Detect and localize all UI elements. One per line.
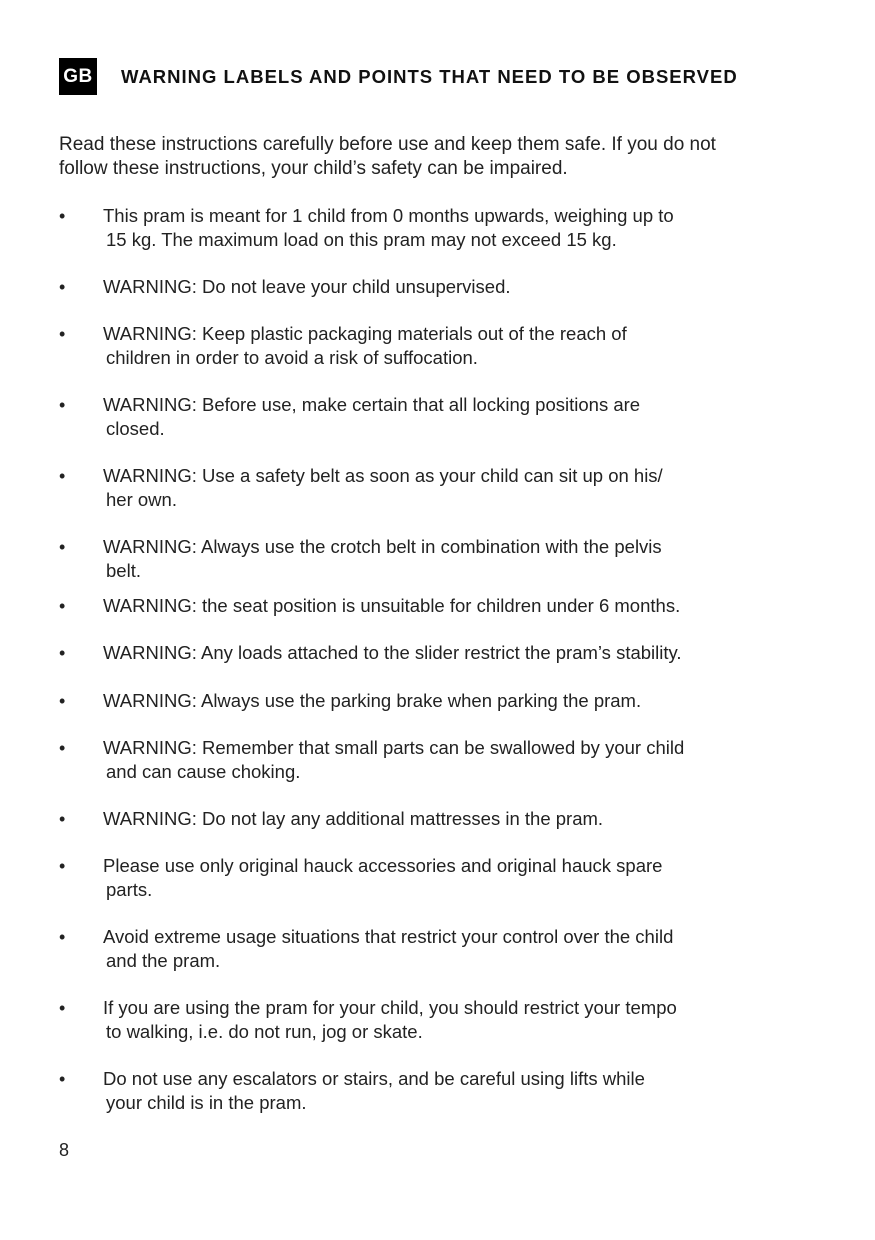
item-line-1: Do not use any escalators or stairs, and be careful using lifts while [103, 1068, 645, 1089]
bullet-icon: • [59, 856, 66, 876]
intro-paragraph [59, 133, 819, 181]
bullet-icon: • [59, 395, 66, 415]
item-line-1: WARNING: Remember that small parts can be swallowed by your child [103, 737, 685, 758]
intro-line-1: Read these instructions carefully before use and keep them safe. If you do not [59, 134, 716, 155]
item-line-2: her own. [106, 489, 177, 510]
item-line-1: WARNING: Use a safety belt as soon as your child can sit up on his/ [103, 465, 663, 486]
page-title: WARNING LABELS AND POINTS THAT NEED TO BE OBSERVED [121, 65, 738, 87]
bullet-icon: • [59, 206, 66, 226]
bullet-icon: • [59, 998, 66, 1018]
item-line-1: WARNING: Keep plastic packaging materials out of the reach of [103, 323, 627, 344]
item-line-2: 15 kg. The maximum load on this pram may not exceed 15 kg. [106, 229, 617, 250]
intro-line-2: follow these instructions, your child’s safety can be impaired. [59, 158, 568, 179]
page-number: 8 [59, 1140, 70, 1160]
bullet-icon: • [59, 596, 66, 616]
item-line-2: children in order to avoid a risk of suffocation. [106, 347, 478, 368]
item-line-1: If you are using the pram for your child, you should restrict your tempo [103, 997, 677, 1018]
item-line-1: This pram is meant for 1 child from 0 months upwards, weighing up to [103, 205, 674, 226]
bullet-icon: • [59, 809, 66, 829]
item-line-2: belt. [106, 560, 141, 581]
item-line-1: Avoid extreme usage situations that restrict your control over the child [103, 926, 674, 947]
bullet-icon: • [59, 466, 66, 486]
item-line-2: and can cause choking. [106, 761, 301, 782]
item-line-2: and the pram. [106, 950, 221, 971]
item-line-1: WARNING: Do not leave your child unsupervised. [103, 276, 511, 297]
bullet-icon: • [59, 1069, 66, 1089]
item-line-1: WARNING: Any loads attached to the slider restrict the pram’s stability. [103, 642, 682, 663]
item-line-1: Please use only original hauck accessories and original hauck spare [103, 855, 663, 876]
bullet-icon: • [59, 691, 66, 711]
bullet-icon: • [59, 927, 66, 947]
item-line-1: WARNING: Always use the crotch belt in combination with the pelvis [103, 536, 662, 557]
item-line-1: WARNING: Before use, make certain that all locking positions are [103, 394, 641, 415]
bullet-icon: • [59, 643, 66, 663]
bullet-icon: • [59, 738, 66, 758]
bullet-icon: • [59, 537, 66, 557]
item-line-2: parts. [106, 879, 153, 900]
item-line-2: closed. [106, 418, 165, 439]
item-line-2: to walking, i.e. do not run, jog or skate. [106, 1021, 423, 1042]
document-header [59, 58, 738, 95]
item-line-2: your child is in the pram. [106, 1092, 307, 1113]
language-badge: GB [59, 58, 97, 95]
bullet-icon: • [59, 277, 66, 297]
item-line-1: WARNING: Always use the parking brake when parking the pram. [103, 690, 642, 711]
item-line-1: WARNING: Do not lay any additional mattresses in the pram. [103, 808, 604, 829]
item-line-1: WARNING: the seat position is unsuitable for children under 6 months. [103, 595, 681, 616]
bullet-icon: • [59, 324, 66, 344]
